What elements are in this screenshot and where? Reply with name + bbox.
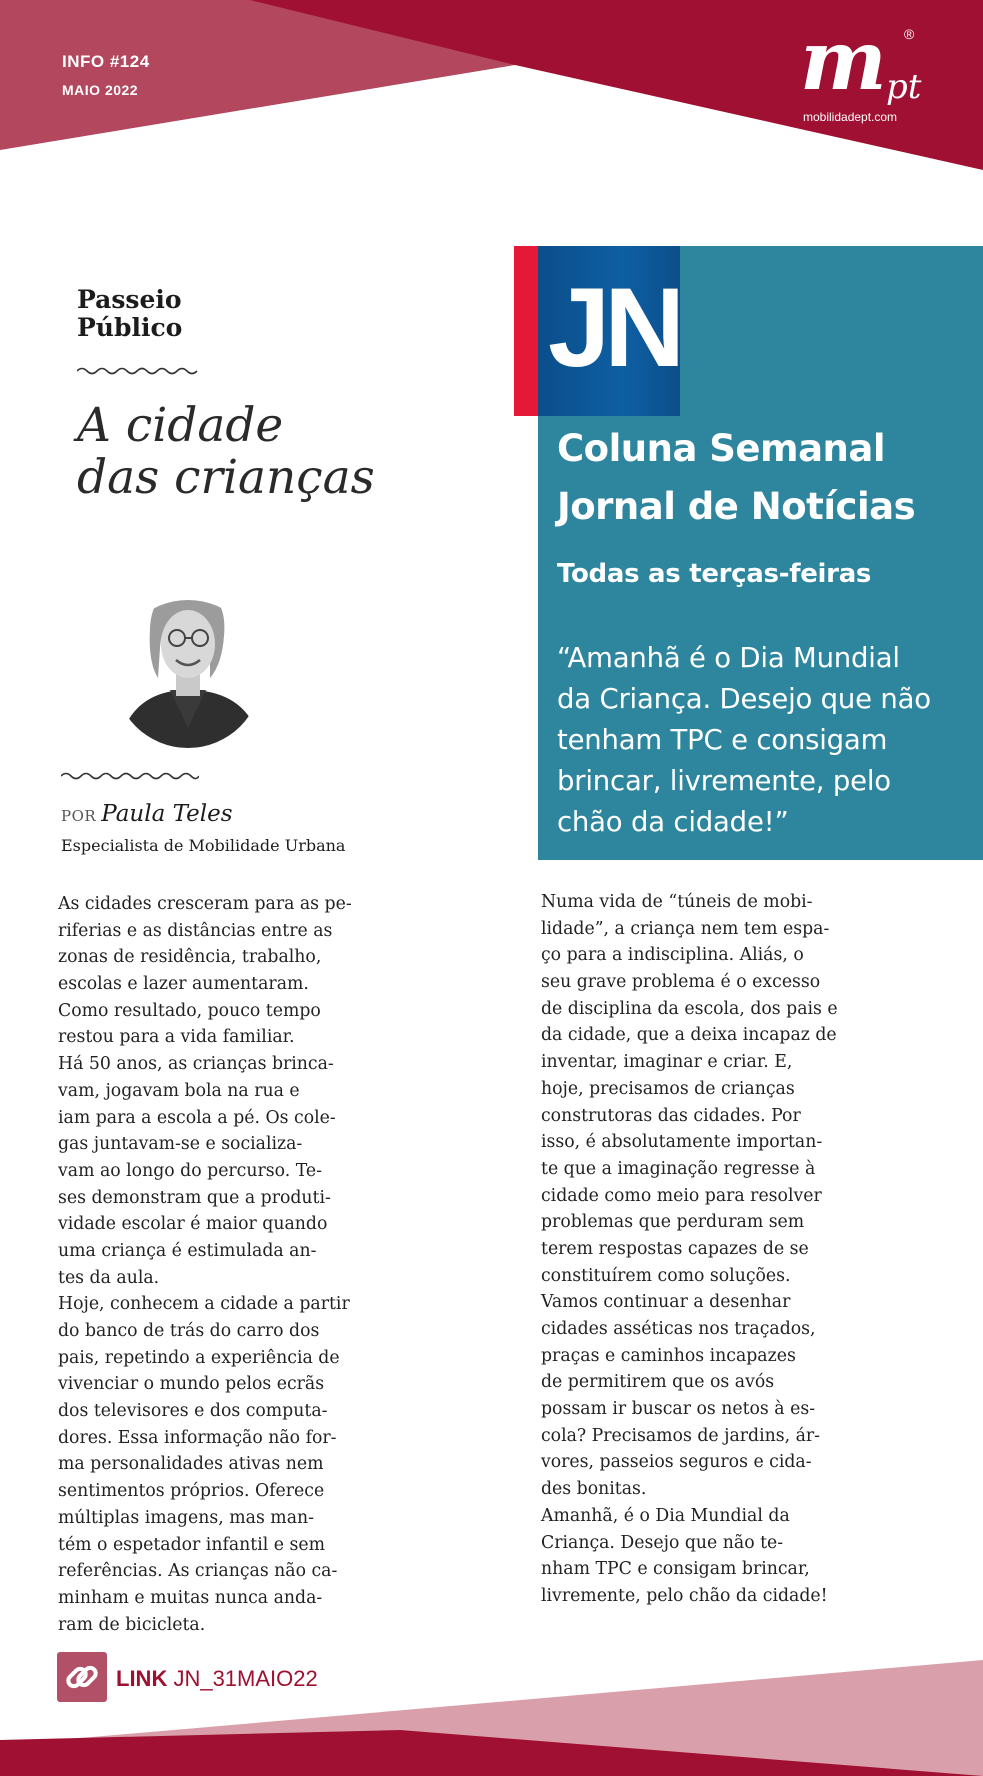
article-text-line: dores. Essa informação não for-	[58, 1427, 337, 1448]
wavy-divider	[77, 365, 199, 377]
jn-quote-line: chão da cidade!”	[557, 806, 789, 838]
article-title-line: das crianças	[77, 450, 375, 505]
article-text-line: terem respostas capazes de se	[541, 1238, 809, 1259]
jn-logo: JN	[548, 265, 680, 390]
article-text-line: vivenciar o mundo pelos ecrãs	[58, 1374, 325, 1395]
article-text-line: gas juntavam-se e socializa-	[58, 1134, 303, 1155]
article-text-line: múltiplas imagens, mas man-	[58, 1507, 314, 1528]
author-role: Especialista de Mobilidade Urbana	[61, 836, 346, 855]
article-text-line: problemas que perduram sem	[541, 1212, 805, 1233]
jn-quote-line: da Criança. Desejo que não	[557, 683, 931, 715]
article-text-line: Há 50 anos, as crianças brinca-	[58, 1054, 334, 1075]
issue-number: INFO #124	[62, 52, 150, 71]
logo-mark: m	[800, 13, 887, 109]
article-text-line: vidade escolar é maior quando	[58, 1214, 328, 1235]
article-text-line: Vamos continuar a desenhar	[541, 1292, 791, 1313]
article-text-line: ma personalidades ativas nem	[58, 1454, 324, 1475]
section-name	[77, 286, 182, 342]
article-text-line: escolas e lazer aumentaram.	[58, 974, 309, 995]
article-text-line: inventar, imaginar e criar. E,	[541, 1052, 793, 1073]
article-text-line: de disciplina da escola, dos pais e	[541, 998, 838, 1019]
jn-panel-quote	[557, 638, 931, 843]
article-text-line: vores, passeios seguros e cida-	[541, 1452, 812, 1473]
article-text-line: vam ao longo do percurso. Te-	[58, 1160, 322, 1181]
article-text-line: isso, é absolutamente importan-	[541, 1132, 823, 1153]
jn-quote-line: brincar, livremente, pelo	[557, 765, 891, 797]
article-text-line: hoje, precisamos de crianças	[541, 1078, 795, 1099]
issue-info	[62, 52, 150, 98]
article-text-line: tes da aula.	[58, 1267, 160, 1288]
article-text-line: Hoje, conhecem a cidade a partir	[58, 1294, 350, 1315]
article-title-line: A cidade	[77, 398, 284, 453]
article-text-line: iam para a escola a pé. Os cole-	[58, 1107, 336, 1128]
article-text-line: As cidades cresceram para as pe-	[58, 894, 352, 914]
link-text[interactable]	[116, 1666, 318, 1692]
section-name-line: Público	[77, 313, 183, 342]
article-text-line: nham TPC e consigam brincar,	[541, 1559, 810, 1580]
article-text-line: ram de bicicleta.	[58, 1614, 206, 1635]
article-text-line: do banco de trás do carro dos	[58, 1321, 320, 1341]
article-text-line: restou para a vida familiar.	[58, 1027, 295, 1048]
article-text-line: ço para a indisciplina. Aliás, o	[541, 945, 804, 966]
article-text-line: zonas de residência, trabalho,	[58, 947, 322, 968]
article-text-line: seu grave problema é o excesso	[541, 972, 821, 993]
logo-site: mobilidadept.com	[803, 110, 898, 124]
article-text-line: Como resultado, pouco tempo	[58, 1000, 321, 1021]
article-text-line: lidade”, a criança nem tem espa-	[541, 918, 830, 939]
logo-registered: ®	[904, 26, 915, 42]
article-text-line: sentimentos próprios. Oferece	[58, 1481, 325, 1502]
issue-date: MAIO 2022	[62, 82, 139, 98]
author-name: Paula Teles	[101, 801, 233, 827]
section-name-line: Passeio	[77, 285, 182, 314]
article-title	[77, 400, 375, 504]
article-text-line: uma criança é estimulada an-	[58, 1240, 317, 1261]
article-text-line: ses demonstram que a produti-	[58, 1187, 331, 1208]
article-column-right	[541, 889, 838, 1610]
link-icon[interactable]	[57, 1652, 107, 1702]
link-value[interactable]: JN_31MAIO22	[173, 1666, 318, 1691]
article-text-line: livremente, pelo chão da cidade!	[541, 1585, 828, 1606]
article-text-line: referências. As crianças não ca-	[58, 1561, 338, 1582]
article-text-line: cidades asséticas nos traçados,	[541, 1319, 816, 1339]
link-label: LINK	[116, 1666, 168, 1691]
article-text-line: constituírem como soluções.	[541, 1265, 791, 1286]
byline-prefix: POR	[61, 807, 97, 825]
article-text-line: te que a imaginação regresse à	[541, 1158, 816, 1179]
wavy-divider	[61, 770, 199, 782]
article-text-line: des bonitas.	[541, 1479, 647, 1500]
article-text-line: Amanhã, é o Dia Mundial da	[541, 1505, 790, 1526]
mobilidade-logo[interactable]	[800, 13, 950, 126]
article-text-line: Criança. Desejo que não te-	[541, 1532, 784, 1553]
author-photo	[110, 578, 270, 748]
jn-panel-title-line: Jornal de Notícias	[557, 485, 916, 528]
jn-panel-subtitle: Todas as terças-feiras	[557, 559, 872, 589]
article-column-left	[58, 891, 352, 1638]
jn-panel-title	[557, 420, 915, 536]
article-text-line: de permitirem que os avós	[541, 1372, 775, 1393]
article-text-line: praças e caminhos incapazes	[541, 1345, 796, 1366]
logo-suffix: pt	[886, 67, 922, 107]
byline	[61, 801, 233, 827]
article-text-line: da cidade, que a deixa incapaz de	[541, 1025, 837, 1046]
jn-red-stripe	[514, 246, 540, 416]
article-text-line: minham e muitas nunca anda-	[58, 1587, 323, 1608]
article-text-line: Numa vida de “túneis de mobi-	[541, 892, 813, 912]
article-text-line: pais, repetindo a experiência de	[58, 1347, 340, 1368]
article-text-line: tém o espetador infantil e sem	[58, 1534, 325, 1555]
jn-panel-title-line: Coluna Semanal	[557, 427, 886, 470]
jn-quote-line: “Amanhã é o Dia Mundial	[557, 642, 900, 674]
article-text-line: construtoras das cidades. Por	[541, 1105, 801, 1126]
article-text-line: riferias e as distâncias entre as	[58, 920, 333, 941]
article-text-line: cidade como meio para resolver	[541, 1185, 822, 1206]
article-text-line: cola? Precisamos de jardins, ár-	[541, 1425, 820, 1446]
jn-quote-line: tenham TPC e consigam	[557, 724, 888, 756]
article-text-line: dos televisores e dos computa-	[58, 1401, 328, 1422]
article-text-line: possam ir buscar os netos à es-	[541, 1399, 816, 1420]
article-text-line: vam, jogavam bola na rua e	[58, 1080, 300, 1101]
